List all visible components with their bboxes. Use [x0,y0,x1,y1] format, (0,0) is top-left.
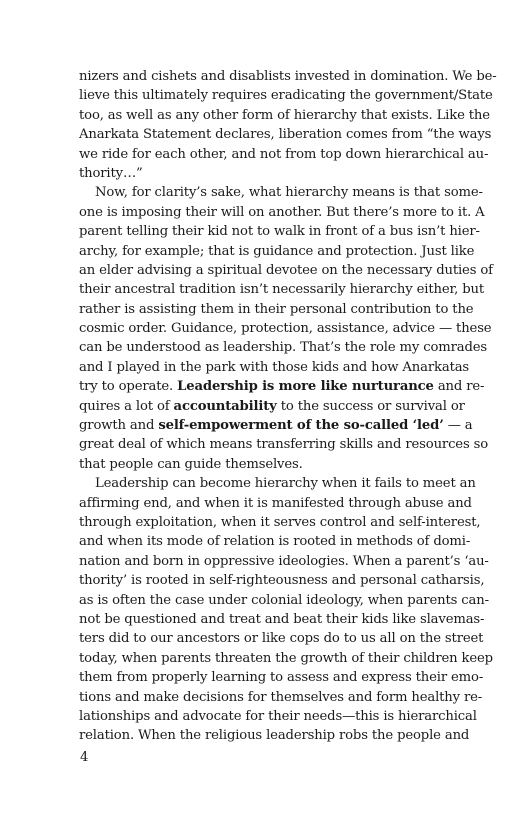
text-line: as is often the case under colonial ideology, when parents can- [79,592,489,608]
text-line: today, when parents threaten the growth of their children keep [79,650,493,666]
text-line: them from properly learning to assess and express their emo- [79,670,484,686]
text-line: parent telling their kid not to walk in front of a bus isn’t hier- [79,224,480,240]
text-line: and when its mode of relation is rooted in methods of domi- [79,534,471,550]
text-line: not be questioned and treat and beat their kids like slavemas- [79,611,485,627]
text-line: one is imposing their will on another. But there’s more to it. A [79,204,485,220]
text-run: quires a lot of [79,398,174,414]
text-line: thority’ is rooted in self-righteousness and personal catharsis, [79,573,485,589]
text-line: cosmic order. Guidance, protection, assistance, advice — these [79,321,492,337]
text-line: lationships and advocate for their needs—this is hierarchical [79,708,477,724]
text-line: too, as well as any other form of hierarchy that exists. Like the [79,107,490,123]
text-line: Leadership can become hierarchy when it fails to meet an [95,476,476,492]
text-line [79,416,473,435]
text-line: relation. When the religious leadership robs the people and [79,728,470,744]
text-run: — a [443,418,473,434]
bold-emphasis: accountability [173,398,277,414]
text-line [79,377,485,396]
text-line: an elder advising a spiritual devotee on the necessary duties of [79,262,493,278]
text-line: Anarkata Statement declares, liberation comes from “the ways [79,127,492,143]
text-line: archy, for example; that is guidance and protection. Just like [79,243,475,259]
text-line: their ancestral tradition isn’t necessarily hierarchy either, but [79,282,485,298]
text-line: through exploitation, when it serves control and self-interest, [79,514,481,530]
text-run: to the success or survival or [276,398,465,414]
text-line: and I played in the park with those kids and how Anarkatas [79,359,470,375]
text-line: nation and born in oppressive ideologies. When a parent’s ‘au- [79,553,489,569]
page-number: 4 [80,750,89,765]
bold-emphasis: self-empowerment of the so-called ‘led’ [158,418,444,434]
text-run: and re- [433,379,485,395]
text-line: ters did to our ancestors or like cops do to us all on the street [79,631,484,647]
text-line: we ride for each other, and not from top down hierarchical au- [79,146,489,162]
text-line: rather is assisting them in their personal contribution to the [79,301,474,317]
text-line: Now, for clarity’s sake, what hierarchy means is that some- [95,185,483,201]
text-line: thority…” [79,165,143,181]
text-line: can be understood as leadership. That’s the role my comrades [79,340,488,356]
text-line: tions and make decisions for themselves and form healthy re- [79,689,483,705]
body-text [79,67,497,746]
bold-emphasis: Leadership is more like nurturance [177,379,434,395]
text-line: that people can guide themselves. [79,456,303,472]
text-line: affirming end, and when it is manifested through abuse and [79,495,472,511]
text-line [79,397,465,416]
text-run: try to operate. [79,379,178,395]
text-run: growth and [79,418,159,434]
text-line: great deal of which means transferring skills and resources so [79,437,489,453]
text-line: lieve this ultimately requires eradicating the government/State [79,88,493,104]
text-line: nizers and cishets and disablists invested in domination. We be- [79,69,497,84]
